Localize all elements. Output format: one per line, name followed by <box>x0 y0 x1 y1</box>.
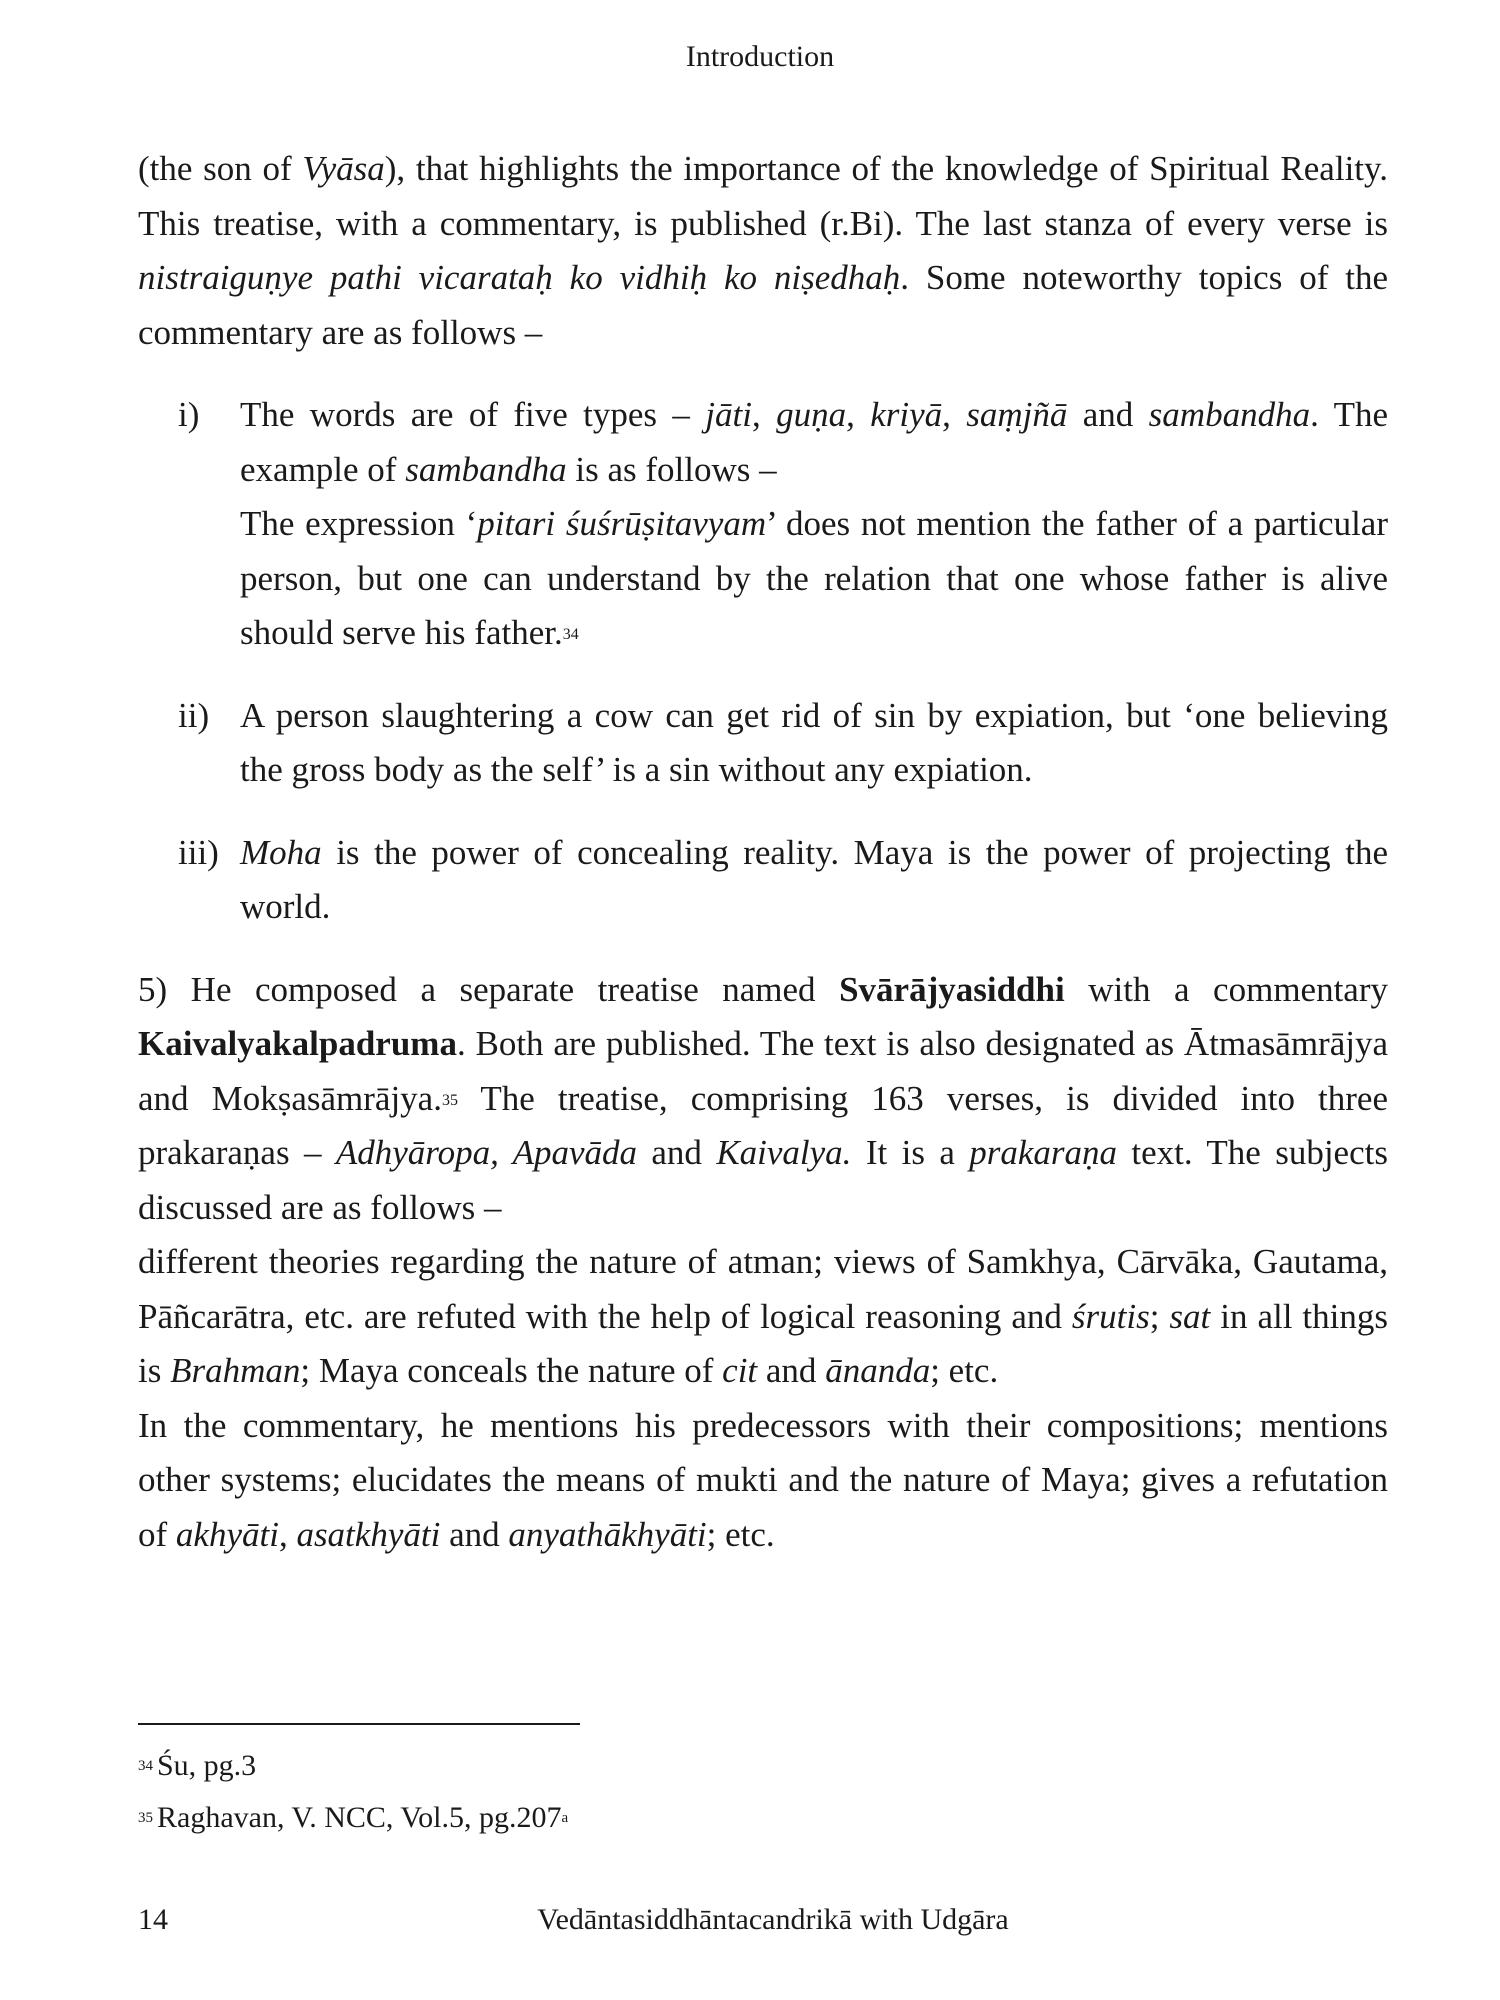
footnote-text: Raghavan, V. NCC, Vol.5, pg.207 <box>157 1801 562 1834</box>
text-run: text. The subjects discussed are as follows – <box>138 1133 1388 1227</box>
paragraph-intro <box>138 142 1388 360</box>
italic-term: cit <box>722 1351 758 1390</box>
text-run: and <box>440 1514 509 1554</box>
italic-term: ānanda <box>825 1351 931 1390</box>
italic-term: sat <box>1169 1296 1211 1336</box>
bold-title: Kaivalyakalpadruma <box>138 1024 457 1063</box>
text-run: The expression ‘ <box>240 504 478 543</box>
paragraph-subjects <box>138 1235 1388 1399</box>
italic-term: prakaraṇa <box>969 1133 1118 1172</box>
italic-term: anyathākhyāti <box>508 1514 707 1554</box>
text-run: , <box>846 395 871 434</box>
list-item <box>138 826 1388 935</box>
italic-term: sambandha <box>405 449 567 489</box>
running-head: Introduction <box>685 40 835 73</box>
text-run: ; <box>1149 1296 1170 1336</box>
list-item <box>138 689 1388 798</box>
italic-term: akhyāti <box>175 1514 279 1554</box>
list-number: iii) <box>178 832 219 872</box>
text-run: with a commentary <box>1064 969 1388 1009</box>
text-run: ’ does not mention the father of a particular person, but one can understand by the relation that one whose father is alive should serve his father. <box>240 504 1388 652</box>
text-run: , <box>942 395 967 434</box>
text-run: 5) He composed a separate treatise named <box>138 969 840 1009</box>
italic-term: saṃjñā <box>966 395 1068 434</box>
text-run: ), that highlights the importance of the knowledge of Spiritual Reality. This treatise, with a commentary, is published (r.Bi). The last stanza of every verse is <box>138 149 1388 243</box>
footnote <box>138 1743 572 1789</box>
footnote-divider <box>138 1723 580 1725</box>
italic-term: Kaivalya. <box>716 1133 852 1172</box>
list-number: ii) <box>178 695 210 735</box>
footnote-number: 34 <box>138 1758 153 1774</box>
footnote-number: 35 <box>138 1810 153 1826</box>
text-run: , <box>278 1514 297 1554</box>
page-number: 14 <box>138 1903 168 1936</box>
italic-term: Adhyāropa, Apavāda <box>335 1133 637 1172</box>
text-run: is the power of concealing reality. Maya is the power of projecting the world. <box>240 832 1388 926</box>
bold-title: Svārājyasiddhi <box>839 969 1065 1009</box>
text-run: and <box>637 1133 717 1172</box>
italic-term: Brahman <box>170 1351 301 1390</box>
italic-term: guṇa <box>776 395 847 434</box>
italic-term: nistraiguṇye pathi vicarataḥ ko vidhiḥ ko niṣedhaḥ <box>138 258 901 297</box>
text-run: in all things is <box>138 1296 1388 1390</box>
text-run: (the son of <box>138 149 303 188</box>
text-run: and <box>757 1351 826 1390</box>
text-run: different theories regarding the nature of atman; views of Samkhya, Cārvāka, Gautama, Pāñcarātra, etc. are refuted with the help of logical reasoning and <box>138 1242 1388 1336</box>
italic-term: Moha <box>240 832 322 872</box>
italic-term: śrutis <box>1071 1296 1150 1336</box>
text-run: The treatise, comprising 163 verses, is divided into three prakaraṇas – <box>138 1078 1388 1172</box>
book-title: Vedāntasiddhāntacandrikā with Udgāra <box>537 1903 1009 1936</box>
paragraph-svarajyasiddhi <box>138 963 1388 1236</box>
italic-term: sambandha <box>1148 395 1311 434</box>
italic-term: asatkhyāti <box>296 1514 441 1554</box>
text-run: ; Maya conceals the nature of <box>300 1351 723 1390</box>
body-text <box>138 142 1388 1562</box>
text-run: ; etc. <box>706 1514 775 1554</box>
paragraph-commentary <box>138 1399 1388 1563</box>
text-run: . Both are published. The text is also designated as Ātmasāmrājya and Mokṣasāmrājya. <box>138 1024 1388 1118</box>
text-run: ; etc. <box>930 1351 999 1390</box>
text-run: It is a <box>851 1133 970 1172</box>
text-run: , <box>751 395 777 434</box>
footnote-mark: a <box>561 1810 569 1826</box>
footnote-text: Śu, pg.3 <box>157 1749 257 1782</box>
list-item <box>138 388 1388 661</box>
footnote-ref[interactable]: 35 <box>441 1091 458 1109</box>
footnote <box>138 1795 572 1841</box>
list-item-text <box>240 826 1388 935</box>
footnote-ref[interactable]: 34 <box>562 626 579 643</box>
text-run: The words are of five types – <box>240 395 706 434</box>
text-run: is as follows – <box>566 449 777 489</box>
italic-term: jāti <box>705 395 752 434</box>
list-item-text <box>240 497 1388 661</box>
text-run: . The example of <box>240 395 1388 489</box>
list-item-text: A person slaughtering a cow can get rid of sin by expiation, but ‘one believing the gross body as the self’ is a sin without any expiation. <box>240 695 1388 789</box>
footnotes <box>138 1743 572 1847</box>
list-item-text <box>240 388 1388 497</box>
italic-term: pitari śuśrūṣitavyam <box>477 504 767 543</box>
text-run: and <box>1067 395 1149 434</box>
italic-term: Vyāsa <box>302 149 385 188</box>
list-number: i) <box>178 395 200 434</box>
text-run: . Some noteworthy topics of the commentary are as follows – <box>138 258 1388 352</box>
italic-term: kriyā <box>870 395 943 434</box>
text-run: In the commentary, he mentions his predecessors with their compositions; mentions other systems; elucidates the means of mukti and the nature of Maya; gives a refutation of <box>138 1405 1388 1554</box>
